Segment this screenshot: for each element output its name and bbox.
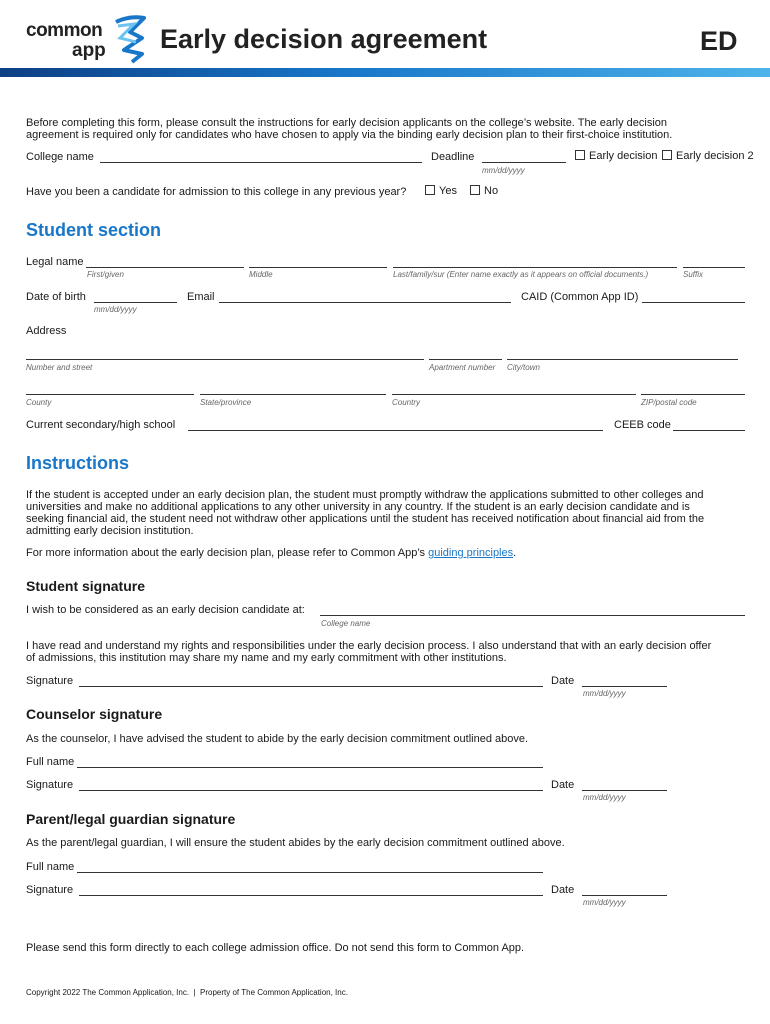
instructions-more-info	[26, 547, 516, 559]
student-date-hint: mm/dd/yyyy	[583, 689, 626, 698]
ed-college-hint: College name	[321, 619, 371, 628]
college-name-label: College name	[26, 151, 94, 163]
parent-signature-field[interactable]	[79, 895, 543, 896]
first-name-hint: First/given	[87, 270, 124, 279]
counselor-date-field[interactable]	[582, 790, 667, 791]
deadline-label: Deadline	[431, 151, 475, 163]
county-hint: County	[26, 398, 52, 407]
student-signature-label: Signature	[26, 675, 74, 687]
country-hint: Country	[392, 398, 421, 407]
school-field[interactable]	[188, 430, 603, 431]
early-decision-2-label: Early decision 2	[676, 150, 754, 162]
parent-date-label: Date	[551, 884, 575, 896]
yes-label: Yes	[439, 185, 457, 197]
deadline-field[interactable]	[482, 162, 566, 163]
checkbox-yes[interactable]	[425, 185, 435, 195]
counselor-signature-field[interactable]	[79, 790, 543, 791]
zip-field[interactable]	[641, 394, 745, 395]
ceeb-label: CEEB code	[614, 419, 671, 431]
country-field[interactable]	[392, 394, 636, 395]
parent-full-name-field[interactable]	[77, 872, 543, 873]
copyright: Copyright 2022 The Common Application, Inc. | Property of The Common Application, Inc.	[26, 988, 348, 997]
ceeb-field[interactable]	[673, 430, 745, 431]
wish-text: I wish to be considered as an early decision candidate at:	[26, 604, 305, 616]
city-field[interactable]	[507, 359, 738, 360]
middle-name-field[interactable]	[249, 267, 387, 268]
suffix-field[interactable]	[683, 267, 745, 268]
counselor-signature-label: Signature	[26, 779, 74, 791]
street-hint: Number and street	[26, 363, 93, 372]
guiding-principles-link[interactable]: guiding principles	[428, 547, 514, 559]
counselor-statement: As the counselor, I have advised the student to abide by the early decision commitment outlined above.	[26, 733, 529, 745]
counselor-full-name-field[interactable]	[77, 767, 543, 768]
previous-no-option[interactable]	[470, 185, 498, 197]
student-signature-field[interactable]	[79, 686, 543, 687]
legal-name-label: Legal name	[26, 256, 84, 268]
previous-yes-option[interactable]	[425, 185, 457, 197]
early-decision-label: Early decision	[589, 150, 658, 162]
parent-signature-label: Signature	[26, 884, 74, 896]
county-field[interactable]	[26, 394, 194, 395]
instructions-paragraph: If the student is accepted under an early decision plan, the student must promptly withdraw the applications submitted to other colleges and universities and make no additional applications to any other university in any country. If the student is an early decision candidate and is seeking financial aid, the student need not withdraw other applications until the student has received notification about financial aid from the admitting early decision institution.	[26, 489, 705, 537]
middle-name-hint: Middle	[249, 270, 273, 279]
email-field[interactable]	[219, 302, 511, 303]
early-decision-2-option[interactable]	[662, 150, 754, 162]
ed-college-field[interactable]	[320, 615, 745, 616]
caid-field[interactable]	[642, 302, 745, 303]
logo	[26, 14, 151, 66]
email-label: Email	[187, 291, 215, 303]
checkbox-no[interactable]	[470, 185, 480, 195]
student-agreement-text: I have read and understand my rights and responsibilities under the early decision process. I also understand that with an early decision offer of admissions, this institution may share my name and my early commitment with other institutions.	[26, 640, 712, 664]
logo-text-common: common	[26, 20, 103, 41]
more-info-text: For more information about the early decision plan, please refer to Common App’s	[26, 547, 429, 559]
parent-date-hint: mm/dd/yyyy	[583, 898, 626, 907]
college-name-field[interactable]	[100, 162, 422, 163]
last-name-field[interactable]	[393, 267, 677, 268]
address-label: Address	[26, 325, 67, 337]
suffix-hint: Suffix	[683, 270, 704, 279]
checkbox-early-decision[interactable]	[575, 150, 585, 160]
send-instructions: Please send this form directly to each college admission office. Do not send this form to Common App.	[26, 942, 525, 954]
counselor-date-hint: mm/dd/yyyy	[583, 793, 626, 802]
apartment-field[interactable]	[429, 359, 502, 360]
checkbox-early-decision-2[interactable]	[662, 150, 672, 160]
parent-statement: As the parent/legal guardian, I will ensure the student abides by the early decision commitment outlined above.	[26, 837, 565, 849]
logo-mark-icon	[110, 14, 148, 64]
dob-hint: mm/dd/yyyy	[94, 305, 137, 314]
student-date-label: Date	[551, 675, 575, 687]
previous-candidate-question: Have you been a candidate for admission to this college in any previous year?	[26, 186, 407, 198]
dob-field[interactable]	[94, 302, 177, 303]
caid-label: CAID (Common App ID)	[521, 291, 639, 303]
instructions-heading: Instructions	[26, 453, 130, 473]
parent-full-name-label: Full name	[26, 861, 75, 873]
last-name-hint: Last/family/sur (Enter name exactly as it appears on official documents.)	[393, 270, 649, 279]
counselor-date-label: Date	[551, 779, 575, 791]
header-gradient-bar	[0, 68, 770, 77]
parent-date-field[interactable]	[582, 895, 667, 896]
state-field[interactable]	[200, 394, 386, 395]
counselor-signature-heading: Counselor signature	[26, 706, 163, 722]
parent-signature-heading: Parent/legal guardian signature	[26, 811, 236, 827]
deadline-hint: mm/dd/yyyy	[482, 166, 525, 175]
apartment-hint: Apartment number	[429, 363, 496, 372]
zip-hint: ZIP/postal code	[641, 398, 697, 407]
student-signature-heading: Student signature	[26, 578, 146, 594]
dob-label: Date of birth	[26, 291, 86, 303]
more-info-period: .	[513, 547, 517, 559]
student-section-heading: Student section	[26, 220, 162, 240]
logo-text-app: app	[72, 40, 106, 61]
student-date-field[interactable]	[582, 686, 667, 687]
early-decision-option[interactable]	[575, 150, 657, 162]
city-hint: City/town	[507, 363, 540, 372]
form-code-badge: ED	[700, 26, 738, 56]
counselor-full-name-label: Full name	[26, 756, 75, 768]
state-hint: State/province	[200, 398, 252, 407]
school-label: Current secondary/high school	[26, 419, 176, 431]
first-name-field[interactable]	[86, 267, 244, 268]
no-label: No	[484, 185, 499, 197]
street-field[interactable]	[26, 359, 424, 360]
intro-text: Before completing this form, please consult the instructions for early decision applicants on the college’s website. The early decision agreement is required only for candidates who have chosen to apply via the binding early decision plan to their first-choice institution.	[26, 117, 673, 141]
page-title: Early decision agreement	[160, 24, 488, 54]
